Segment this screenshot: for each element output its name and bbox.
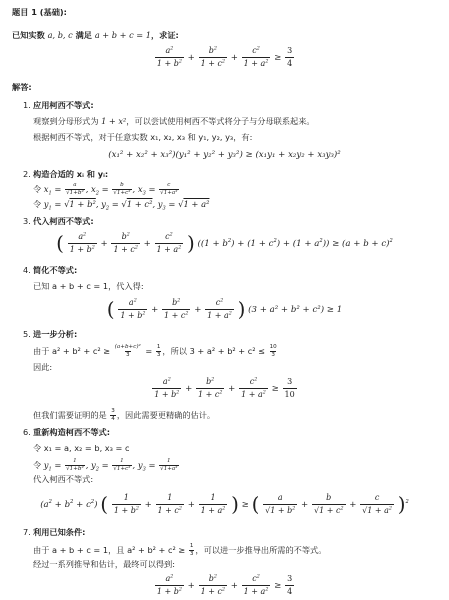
step-number: 5.: [23, 329, 31, 339]
solution-label: 解答:: [12, 82, 32, 92]
step-text: 令 $x_1$ = $\frac{a}{\text{√1+b²}}$ , $x_2$ = $\frac{b}{\text{√1+c²}}$ , $x_3$ = $\frac{c}{\text{√1+a²}}$: [33, 182, 178, 197]
step-text: 根据柯西不等式，对于任意实数 x₁, x₂, x₃ 和 y₁, y₂, y₃，有:: [33, 132, 253, 142]
step-number: 7.: [23, 527, 31, 537]
step-text: 令 x₁ = a, x₂ = b, x₃ = c: [33, 443, 130, 453]
step-title: 构造合适的 xᵢ 和 yᵢ:: [33, 169, 109, 179]
step-text: 因此:: [33, 362, 53, 372]
step-number: 2.: [23, 169, 31, 179]
bound-inequality: $\frac{a^2}{1 + b^2}$ + $\frac{b^2}{1 + c^2}$ + $\frac{c^2}{1 + a^2}$ ≥ $\frac{3}{10}$: [154, 377, 295, 399]
step-text: 经过一系列推导和估计，最终可以得到:: [33, 559, 175, 569]
cauchy-substitution: ( $\frac{a^2}{1 + b^2}$ + $\frac{b^2}{1 + c^2}$ + $\frac{c^2}{1 + a^2}$ ) $((1 + b^2) + (1 + c^2) + (1 + a^2)) \ge (a + b + c)^2$: [56, 231, 393, 255]
step-title: 利用已知条件:: [33, 527, 86, 537]
step-number: 3.: [23, 216, 31, 226]
cauchy-formula: (x₁² + x₂² + x₃²)(y₁² + y₂² + y₃²) ≥ (x₁y₁ + x₂y₂ + x₃y₃)²: [108, 150, 341, 160]
problem-title: 题目 1 (基础):: [12, 7, 67, 17]
step-title: 应用柯西不等式:: [33, 100, 94, 110]
step-title: 进一步分析:: [33, 329, 78, 339]
step-text: 但我们需要证明的是 $\frac{3}{4}$ ，因此需要更精确的估计。: [33, 408, 216, 422]
step-title: 简化不等式:: [33, 265, 78, 275]
main-inequality: $\frac{a^2}{1 + b^2}$ + $\frac{b^2}{1 + c^2}$ + $\frac{c^2}{1 + a^2}$ ≥ $\frac{3}{4}$: [156, 46, 293, 68]
reconstructed-cauchy: $(a^2 + b^2 + c^2)$ ( $\frac{1}{1 + b^2}$ + $\frac{1}{1 + c^2}$ + $\frac{1}{1 + a^2}$ ) ≥ ( $\frac{a}{√1 + b^2}$ + $\frac{b}{√1 + c^2}$ + $\frac{c}{√1 + a^2}$ )$^2$: [40, 492, 409, 516]
step-title: 代入柯西不等式:: [33, 216, 94, 226]
step-text: 由于 a + b + c = 1，且 a² + b² + c² ≥ $\frac{1}{3}$ ，可以进一步推导出所需的不等式。: [33, 543, 327, 557]
step-text: 观察到分母形式为 1 + x²，可以尝试使用柯西不等式将分子与分母联系起来。: [33, 116, 315, 126]
step-title: 重新构造柯西不等式:: [33, 427, 110, 437]
simplified-inequality: ( $\frac{a^2}{1 + b^2}$ + $\frac{b^2}{1 + c^2}$ + $\frac{c^2}{1 + a^2}$ ) (3 + a² + b² + c²) ≥ 1: [106, 297, 343, 321]
step-text: 由于 a² + b² + c² ≥ $\frac{\text{(a+b+c)²}}{3}$ = $\frac{1}{3}$ ，所以 3 + a² + b² + c² ≤ $\frac{10}{3}$: [33, 344, 277, 358]
step-text: 代入柯西不等式:: [33, 474, 94, 484]
step-number: 6.: [23, 427, 31, 437]
step-number: 4.: [23, 265, 31, 275]
problem-statement: 已知实数 a, b, c 满足 a + b + c = 1，求证:: [12, 30, 179, 40]
step-text: 令 $y_1$ = $\frac{1}{\text{√1+b²}}$ , $y_2$ = $\frac{1}{\text{√1+c²}}$ , $y_3$ = $\frac{1}{\text{√1+a²}}$: [33, 458, 178, 473]
step-text: 已知 a + b + c = 1，代入得:: [33, 281, 144, 291]
final-inequality: $\frac{a^2}{1 + b^2}$ + $\frac{b^2}{1 + c^2}$ + $\frac{c^2}{1 + a^2}$ ≥ $\frac{3}{4}$: [156, 574, 293, 596]
step-number: 1.: [23, 100, 31, 110]
step-text: 令 $y_1 = √1 + b^2$, $y_2 = √1 + c^2$, $y_3 = √1 + a^2$: [33, 199, 210, 212]
